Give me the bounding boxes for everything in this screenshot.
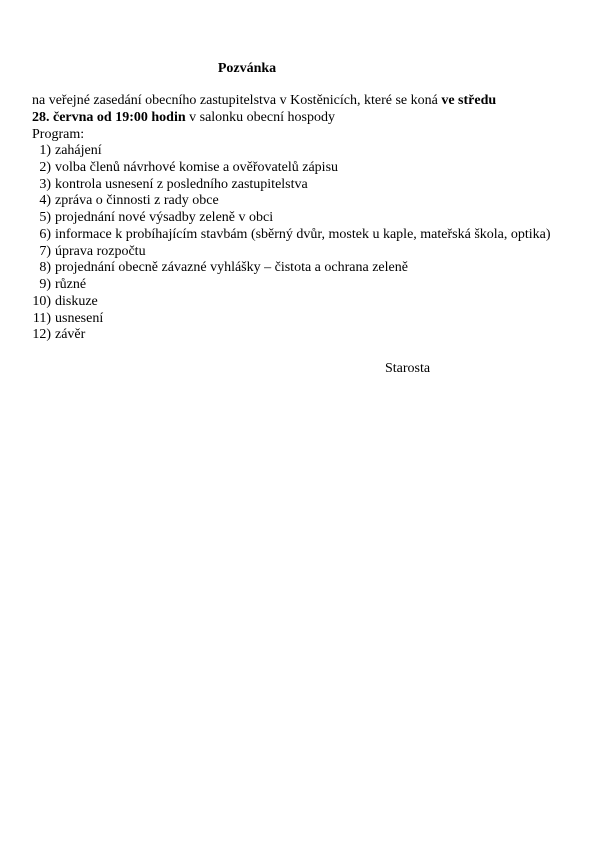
intro-text-part2: v salonku obecní hospody: [185, 109, 335, 125]
program-item-number: 6): [39, 226, 51, 242]
program-item-text: projednání nové výsadby zeleně v obci: [55, 210, 274, 225]
program-item-number: 5): [39, 210, 51, 225]
program-item: [0, 193, 551, 210]
program-item-number: 2): [39, 159, 51, 175]
program-item: [0, 160, 551, 177]
program-label: Program:: [32, 127, 85, 142]
program-item: [0, 260, 551, 277]
program-item-text: usnesení: [55, 310, 104, 326]
program-item-number: 8): [39, 260, 51, 276]
program-item-text: zpráva o činnosti z rady obce: [55, 193, 219, 209]
program-item-number: 12): [32, 327, 51, 343]
program-item-number: 9): [39, 277, 51, 292]
program-item-number: 4): [39, 193, 51, 209]
program-item-text: diskuze: [55, 293, 98, 309]
program-item-text: úprava rozpočtu: [55, 243, 146, 259]
program-item: [0, 227, 551, 244]
invitation-text: [32, 93, 592, 127]
program-item: [0, 327, 551, 344]
program-item: [0, 311, 551, 328]
program-item-number: 1): [39, 143, 51, 158]
program-item-text: zahájení: [55, 143, 102, 158]
program-list: [0, 143, 551, 344]
program-item: [0, 177, 551, 194]
intro-date-time: 28. června od 19:00 hodin: [32, 109, 186, 125]
program-item: [0, 277, 551, 294]
intro-text-part1: na veřejné zasedání obecního zastupitelstva v Kostěnicích, které se koná: [32, 93, 442, 108]
program-item: [0, 210, 551, 227]
program-item-text: závěr: [55, 327, 86, 343]
program-item-number: 3): [39, 176, 51, 192]
signature-starosta: Starosta: [385, 361, 431, 376]
program-item-text: různé: [55, 277, 87, 292]
program-item-text: projednání obecně závazné vyhlášky – čistota a ochrana zeleně: [55, 260, 408, 276]
program-item-text: informace k probíhajícím stavbám (sběrný dvůr, mostek u kaple, mateřská škola, optika): [55, 226, 551, 242]
program-item: [0, 143, 551, 160]
program-item-number: 10): [32, 293, 51, 309]
program-item: [0, 244, 551, 261]
program-item-text: kontrola usnesení z posledního zastupitelstva: [55, 176, 308, 192]
program-item-text: volba členů návrhové komise a ověřovatelů zápisu: [55, 159, 339, 175]
intro-day: ve středu: [441, 93, 497, 108]
program-item-number: 7): [39, 243, 51, 259]
program-item-number: 11): [32, 310, 51, 326]
document-title: Pozvánka: [217, 61, 277, 76]
program-item: [0, 294, 551, 311]
